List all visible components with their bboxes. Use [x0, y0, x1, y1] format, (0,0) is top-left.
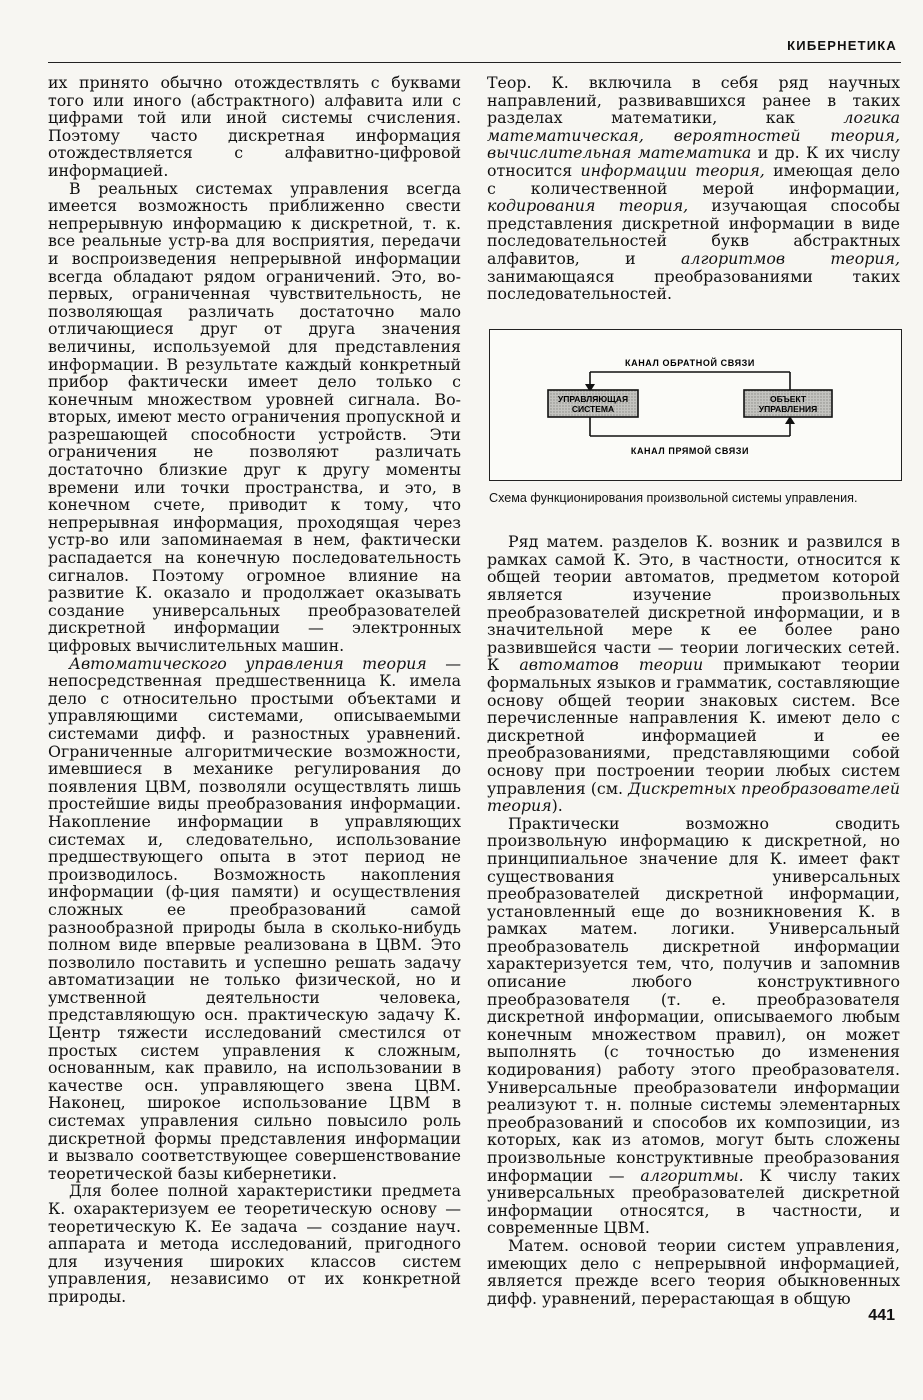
term-algorithms: алгоритмы. [640, 1165, 744, 1185]
text-run: занимающаяся преобразованиями таких последовательностей. [487, 266, 900, 304]
right-paragraph-3 [487, 815, 900, 1237]
left-paragraph-4: Для более полной характеристики предмета К. охарактеризуем ее теоретическую основу — теоретическую К. Ее задача — создание науч. аппарата и метода исследований, пригодного для изучения широких классов систем управления, независимо от их конкретной природы. [48, 1181, 461, 1306]
feedback-channel-label: КАНАЛ ОБРАТНОЙ СВЯЗИ [625, 357, 755, 368]
right-paragraph-1 [487, 74, 900, 303]
term-math-fields: логика математическая, вероятностей теория, вычислительная математика [487, 108, 900, 163]
left-paragraph-1: их принято обычно отождествлять с буквами того или иного (абстрактного) алфавита или с цифрами той или иной системы счисления. Поэтому часто дискретная информация отождествляется с алфавитно-цифровой информацией. [48, 73, 461, 180]
term-information-theory: информации теория, [580, 160, 765, 180]
term-automata-theory: автоматов теории [519, 655, 704, 675]
right-column [487, 74, 900, 1307]
text-run: ). [551, 796, 563, 816]
spacer [487, 505, 900, 533]
right-paragraph-2 [487, 533, 900, 815]
term-algorithm-theory: алгоритмов теория, [681, 248, 900, 268]
page-number: 441 [868, 1307, 895, 1324]
control-system-label-1: УПРАВЛЯЮЩАЯ [557, 393, 629, 404]
diagram-svg [490, 330, 901, 480]
text-run: имеющая дело с количественной мерой информации, [487, 160, 901, 198]
text-run: примыкают теории формальных языков и грамматик, составляющие основу общей теории знаковых систем. Все перечисленные направления К. имеют дело с дискретной информацией и ее преобразованиями, представляющими собой основу при построении теории любых систем управления (см. [487, 655, 900, 798]
left-column [48, 74, 461, 1306]
text-run: изучающая способы представления дискретной информации в виде последовательностей букв абстрактных алфавитов, и [487, 196, 900, 268]
header-rule [48, 62, 901, 63]
text-run: и др. К их числу относится [487, 143, 900, 180]
running-head: КИБЕРНЕТИКА [787, 38, 897, 53]
right-paragraph-4: Матем. основой теории систем управления, имеющих дело с непрерывной информацией, является прежде всего теория обыкновенных дифф. уравнений, перерастающая в общую [487, 1235, 900, 1308]
forward-channel-label: КАНАЛ ПРЯМОЙ СВЯЗИ [630, 445, 750, 456]
text-run: Практически возможно сводить произвольную информацию к дискретной, но принципиальное значение для К. имеет факт существования универсальных преобразователей дискретной информации, установленный еще до возникновения К. в рамках матем. логики. Универсальный преобразователь дискретной информации характеризуется тем, что, получив и запомнив описание любого конструктивного преобразователя (т. е. преобразователя дискретной информации, описываемого любым конечным множеством правил), он может выполнять (с точностью до изменения кодирования) работу этого преобразователя. Универсальные преобразователи информации реализуют т. н. полные системы элементарных преобразований и способов их композиции, из которых, как из атомов, могут быть сложены произвольные конструктивные преобразования информации — [487, 813, 900, 1185]
text-run: Теор. К. включила в себя ряд научных направлений, развивавшихся ранее в таких разделах математики, как [487, 73, 900, 128]
term-discrete-transformers-theory: Дискретных преобразователей теория [487, 778, 901, 816]
term-coding-theory: кодирования теория, [487, 196, 689, 216]
left-paragraph-2: В реальных системах управления всегда имеется возможность приближенно свести непрерывную информацию к дискретной, т. к. все реальные устр-ва для восприятия, передачи и воспроизведения непрерывной информации всегда обладают рядом ограничений. Это, во-первых, ограниченная чувствительность, не позволяющая различать достаточно мало отличающиеся друг от друга значения величины, используемой для представления информации. В результате каждый конкретный прибор фактически имеет дело только с конечным множеством уровней сигнала. Во-вторых, имеют место ограничения пропускной и разрешающей способности устройств. Эти ограничения не позволяют различать достаточно близкие друг к другу моменты времени или точки пространства, и это, в конечном счете, приводит к тому, что непрерывная информация, проходящая через устр-во или запоминаемая в нем, фактически распадается на конечную последовательность сигналов. Поэтому огромное влияние на развитие К. оказало и продолжает оказывать создание универсальных преобразователей дискретной информации — электронных цифровых вычислительных машин. [48, 178, 461, 655]
left-paragraph-3 [48, 655, 461, 1183]
control-system-label-2: СИСТЕМА [571, 403, 615, 414]
term-automatic-control-theory: Автоматического управления теория [69, 653, 427, 673]
control-object-label-2: УПРАВЛЕНИЯ [758, 403, 818, 414]
text-run: Ряд матем. разделов К. возник и развился в рамках самой К. Это, в частности, относится к общей теории автоматов, предметом которой является изучение произвольных преобразователей дискретной информации, и в значительной мере к ее более рано развившейся части — теории логических сетей. К [487, 532, 900, 675]
left-paragraph-3-text: — непосредственная предшественница К. имела дело с относительно простыми объектами и управляющими системами, описываемыми системами дифф. и разностных уравнений. Ограниченные алгоритмические возможности, имевшиеся в механике регулирования до появления ЦВМ, позволяли осуществлять лишь простейшие виды преобразования информации. Накопление информации в управляющих системах и, следовательно, использование предшествующего опыта в этот период не производилось. Возможность накопления информации (ф-ция памяти) и осуществления сложных ее преобразований самой разнообразной природы была в сколько-нибудь полном виде впервые реализована в ЦВМ. Это позволило поставить и успешно решать задачу автоматизации не только физической, но и умственной деятельности человека, представляющую осн. практическую задачу К. Центр тяжести исследований сместился от простых систем управления к сложным, основанным, как правило, на использовании в качестве осн. управляющего звена ЦВМ. Наконец, широкое использование ЦВМ в системах управления сильно повысило роль дискретной формы представления информации и вызвало соответствующее совершенствование теоретической базы кибернетики. [48, 653, 461, 1183]
figure-caption: Схема функционирования произвольной системы управления. [489, 490, 858, 505]
control-system-diagram [489, 329, 902, 481]
text-run: К числу таких универсальных преобразователей дискретной информации относятся, в частности, и современные ЦВМ. [487, 1165, 900, 1238]
control-object-label-1: ОБЪЕКТ [769, 393, 807, 404]
